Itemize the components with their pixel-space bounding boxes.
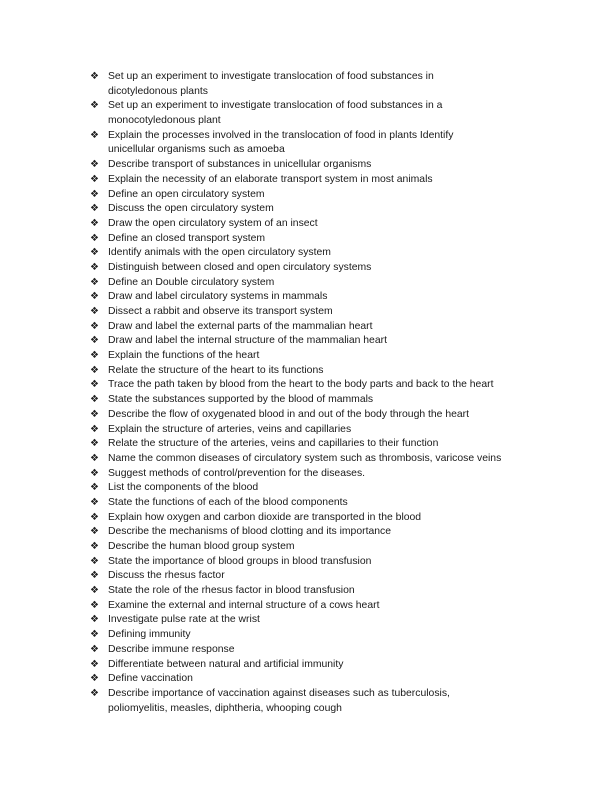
list-item bbox=[88, 643, 501, 658]
list-item-text: Define an open circulatory system bbox=[108, 188, 265, 200]
diamond-bullet-icon: ❖ bbox=[90, 599, 99, 611]
list-item bbox=[88, 364, 501, 379]
list-item bbox=[88, 320, 501, 335]
diamond-bullet-icon: ❖ bbox=[90, 541, 99, 552]
diamond-bullet-icon: ❖ bbox=[90, 482, 99, 494]
diamond-bullet-icon: ❖ bbox=[90, 247, 99, 259]
list-item-text: Set up an experiment to investigate translocation of food substances in a bbox=[108, 100, 443, 112]
list-item-text: Differentiate between natural and artificial immunity bbox=[108, 658, 344, 670]
list-item bbox=[88, 481, 501, 496]
list-item-text: Suggest methods of control/prevention for the diseases. bbox=[108, 467, 366, 479]
diamond-bullet-icon: ❖ bbox=[90, 511, 99, 523]
diamond-bullet-icon: ❖ bbox=[90, 335, 99, 347]
list-item bbox=[88, 158, 501, 173]
diamond-bullet-icon: ❖ bbox=[90, 452, 99, 464]
diamond-bullet-icon: ❖ bbox=[90, 629, 99, 641]
list-item-text: Set up an experiment to investigate translocation of food substances in bbox=[108, 71, 434, 82]
list-item bbox=[88, 349, 501, 364]
list-item-text: Define vaccination bbox=[108, 673, 193, 685]
list-item bbox=[88, 261, 501, 276]
list-item-text: Explain the functions of the heart bbox=[108, 350, 260, 362]
list-item-text: State the role of the rhesus factor in blood transfusion bbox=[108, 585, 355, 597]
list-item-text: Explain the processes involved in the translocation of food in plants Identify bbox=[108, 129, 454, 141]
list-item bbox=[88, 393, 501, 408]
list-item bbox=[88, 628, 501, 643]
diamond-bullet-icon: ❖ bbox=[90, 658, 99, 670]
list-item-text: dicotyledonous plants bbox=[108, 85, 208, 97]
list-item-text: Discuss the rhesus factor bbox=[108, 570, 225, 582]
list-item bbox=[88, 437, 501, 452]
list-item bbox=[88, 202, 501, 217]
diamond-bullet-icon: ❖ bbox=[90, 423, 99, 435]
list-item-text: Trace the path taken by blood from the heart to the body parts and back to the heart bbox=[108, 379, 494, 391]
list-item-text: Distinguish between closed and open circulatory systems bbox=[108, 261, 372, 273]
diamond-bullet-icon: ❖ bbox=[90, 291, 99, 303]
list-item-text: Describe transport of substances in unicellular organisms bbox=[108, 159, 372, 171]
diamond-bullet-icon: ❖ bbox=[90, 555, 99, 567]
list-item bbox=[88, 70, 501, 99]
list-item-text: Draw and label circulatory systems in mammals bbox=[108, 291, 328, 303]
diamond-bullet-icon: ❖ bbox=[90, 570, 99, 582]
list-item bbox=[88, 305, 501, 320]
diamond-bullet-icon: ❖ bbox=[90, 350, 99, 362]
list-item-text: State the substances supported by the blood of mammals bbox=[108, 394, 374, 406]
list-item-text: Defining immunity bbox=[108, 629, 191, 641]
list-item bbox=[88, 290, 501, 305]
list-item-text: Draw and label the external parts of the mammalian heart bbox=[108, 320, 373, 332]
list-item-text: Draw the open circulatory system of an insect bbox=[108, 217, 318, 229]
diamond-bullet-icon: ❖ bbox=[90, 129, 99, 141]
list-item bbox=[88, 99, 501, 128]
list-item bbox=[88, 687, 501, 716]
list-item bbox=[88, 378, 501, 393]
diamond-bullet-icon: ❖ bbox=[90, 687, 99, 699]
list-item-text: Draw and label the internal structure of the mammalian heart bbox=[108, 335, 387, 347]
list-item-text: State the importance of blood groups in blood transfusion bbox=[108, 555, 372, 567]
list-item bbox=[88, 599, 501, 614]
list-item-text: Describe the human blood group system bbox=[108, 541, 295, 552]
list-item bbox=[88, 467, 501, 482]
list-item-text: Discuss the open circulatory system bbox=[108, 203, 274, 215]
list-item bbox=[88, 217, 501, 232]
list-item bbox=[88, 232, 501, 247]
list-item-text: Explain the necessity of an elaborate transport system in most animals bbox=[108, 173, 433, 185]
list-item-text: Investigate pulse rate at the wrist bbox=[108, 614, 260, 626]
diamond-bullet-icon: ❖ bbox=[90, 173, 99, 185]
list-item bbox=[88, 511, 501, 526]
list-item-text: poliomyelitis, measles, diphtheria, whooping cough bbox=[108, 702, 342, 714]
list-item-text: Identify animals with the open circulatory system bbox=[108, 247, 331, 259]
diamond-bullet-icon: ❖ bbox=[90, 261, 99, 273]
diamond-bullet-icon: ❖ bbox=[90, 71, 99, 82]
list-item bbox=[88, 276, 501, 291]
list-item bbox=[88, 246, 501, 261]
list-item-text: Explain the structure of arteries, veins and capillaries bbox=[108, 423, 352, 435]
list-item-text: Define an closed transport system bbox=[108, 232, 266, 244]
list-item bbox=[88, 334, 501, 349]
diamond-bullet-icon: ❖ bbox=[90, 379, 99, 391]
list-item bbox=[88, 129, 501, 158]
diamond-bullet-icon: ❖ bbox=[90, 673, 99, 685]
list-item bbox=[88, 613, 501, 628]
list-item bbox=[88, 496, 501, 511]
diamond-bullet-icon: ❖ bbox=[90, 394, 99, 406]
diamond-bullet-icon: ❖ bbox=[90, 306, 99, 317]
list-item bbox=[88, 173, 501, 188]
diamond-bullet-icon: ❖ bbox=[90, 364, 99, 376]
list-item bbox=[88, 408, 501, 423]
list-item-text: State the functions of each of the blood components bbox=[108, 496, 348, 508]
list-item bbox=[88, 452, 501, 467]
list-item-text: Describe importance of vaccination against diseases such as tuberculosis, bbox=[108, 687, 450, 699]
diamond-bullet-icon: ❖ bbox=[90, 408, 99, 420]
diamond-bullet-icon: ❖ bbox=[90, 438, 99, 450]
list-item-text: Describe the mechanisms of blood clotting and its importance bbox=[108, 526, 391, 538]
diamond-bullet-icon: ❖ bbox=[90, 467, 99, 479]
list-item bbox=[88, 525, 501, 540]
list-item bbox=[88, 540, 501, 555]
diamond-bullet-icon: ❖ bbox=[90, 585, 99, 597]
list-item bbox=[88, 672, 501, 687]
diamond-bullet-icon: ❖ bbox=[90, 188, 99, 200]
diamond-bullet-icon: ❖ bbox=[90, 526, 99, 538]
diamond-bullet-icon: ❖ bbox=[90, 614, 99, 626]
list-item-text: Relate the structure of the arteries, veins and capillaries to their function bbox=[108, 438, 439, 450]
list-item-text: Name the common diseases of circulatory system such as thrombosis, varicose veins bbox=[108, 452, 502, 464]
diamond-bullet-icon: ❖ bbox=[90, 100, 99, 112]
list-item-text: List the components of the blood bbox=[108, 482, 259, 494]
diamond-bullet-icon: ❖ bbox=[90, 232, 99, 244]
diamond-bullet-icon: ❖ bbox=[90, 496, 99, 508]
diamond-bullet-icon: ❖ bbox=[90, 203, 99, 215]
list-item bbox=[88, 423, 501, 438]
diamond-bullet-icon: ❖ bbox=[90, 217, 99, 229]
list-item bbox=[88, 188, 501, 203]
list-item-text: Explain how oxygen and carbon dioxide are transported in the blood bbox=[108, 511, 422, 523]
list-item-text: unicellular organisms such as amoeba bbox=[108, 144, 285, 156]
diamond-bullet-icon: ❖ bbox=[90, 159, 99, 171]
list-item bbox=[88, 584, 501, 599]
list-item-text: Describe immune response bbox=[108, 643, 235, 655]
list-item-text: Examine the external and internal structure of a cows heart bbox=[108, 599, 380, 611]
list-item bbox=[88, 555, 501, 570]
diamond-bullet-icon: ❖ bbox=[90, 643, 99, 655]
list-item-text: Describe the flow of oxygenated blood in and out of the body through the heart bbox=[108, 408, 470, 420]
list-item-text: Relate the structure of the heart to its functions bbox=[108, 364, 324, 376]
list-item-text: Define an Double circulatory system bbox=[108, 276, 275, 288]
diamond-bullet-icon: ❖ bbox=[90, 320, 99, 332]
list-item-text: Dissect a rabbit and observe its transport system bbox=[108, 306, 333, 317]
list-item bbox=[88, 569, 501, 584]
list-item bbox=[88, 658, 501, 673]
objectives-list bbox=[88, 70, 501, 716]
diamond-bullet-icon: ❖ bbox=[90, 276, 99, 288]
list-item-text: monocotyledonous plant bbox=[108, 115, 221, 127]
